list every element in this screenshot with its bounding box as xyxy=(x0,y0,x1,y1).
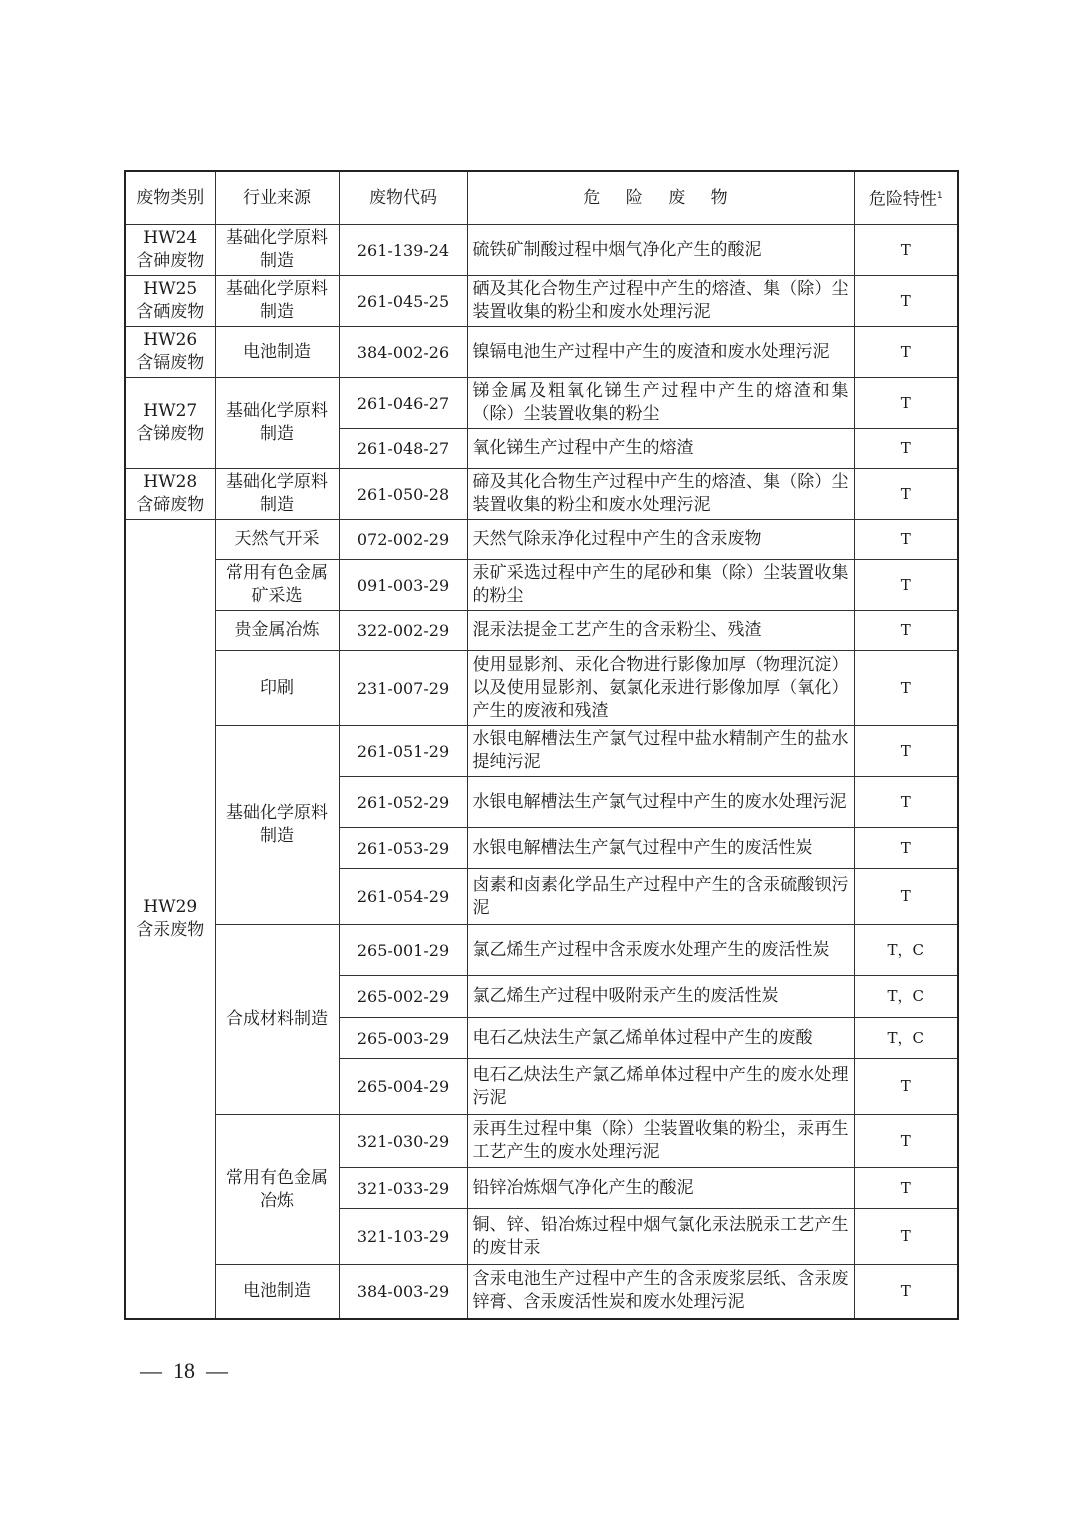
code-cell: 072-002-29 xyxy=(339,520,467,560)
characteristic-cell: T xyxy=(854,651,958,726)
characteristic-cell: T，C xyxy=(854,976,958,1018)
industry-cell: 合成材料制造 xyxy=(215,925,339,1115)
description-cell: 使用显影剂、汞化合物进行影像加厚（物理沉淀）以及使用显影剂、氨氯化汞进行影像加厚（氧化）产生的废液和残渣 xyxy=(467,651,854,726)
description-cell: 氯乙烯生产过程中吸附汞产生的废活性炭 xyxy=(467,976,854,1018)
code-cell: 231-007-29 xyxy=(339,651,467,726)
industry-cell: 电池制造 xyxy=(215,327,339,378)
code-cell: 384-002-26 xyxy=(339,327,467,378)
code-cell: 261-054-29 xyxy=(339,869,467,925)
description-cell: 含汞电池生产过程中产生的含汞废浆层纸、含汞废锌膏、含汞废活性炭和废水处理污泥 xyxy=(467,1265,854,1319)
table-row xyxy=(125,225,958,276)
description-cell: 电石乙炔法生产氯乙烯单体过程中产生的废酸 xyxy=(467,1018,854,1059)
characteristic-cell: T xyxy=(854,726,958,777)
code-cell: 321-033-29 xyxy=(339,1168,467,1209)
characteristic-cell: T xyxy=(854,276,958,327)
code-cell: 261-051-29 xyxy=(339,726,467,777)
description-cell: 水银电解槽法生产氯气过程中产生的废水处理污泥 xyxy=(467,777,854,828)
description-cell: 卤素和卤素化学品生产过程中产生的含汞硫酸钡污泥 xyxy=(467,869,854,925)
description-cell: 硒及其化合物生产过程中产生的熔渣、集（除）尘装置收集的粉尘和废水处理污泥 xyxy=(467,276,854,327)
characteristic-cell: T xyxy=(854,560,958,611)
header-characteristic: 危险特性$^1$ xyxy=(854,171,958,225)
code-cell: 384-003-29 xyxy=(339,1265,467,1319)
industry-cell: 贵金属冶炼 xyxy=(215,611,339,651)
header-category: 废物类别 xyxy=(125,171,215,225)
characteristic-cell: T xyxy=(854,1265,958,1319)
characteristic-cell: T xyxy=(854,429,958,469)
characteristic-cell: T xyxy=(854,520,958,560)
header-industry: 行业来源 xyxy=(215,171,339,225)
industry-cell: 基础化学原料 制造 xyxy=(215,469,339,520)
characteristic-cell: T xyxy=(854,225,958,276)
category-cell: HW29 含汞废物 xyxy=(125,520,215,1319)
characteristic-cell: T xyxy=(854,1059,958,1115)
code-cell: 265-003-29 xyxy=(339,1018,467,1059)
industry-cell: 印刷 xyxy=(215,651,339,726)
page-number: 18 xyxy=(173,1358,195,1383)
characteristic-cell: T xyxy=(854,869,958,925)
description-cell: 铜、锌、铅冶炼过程中烟气氯化汞法脱汞工艺产生的废甘汞 xyxy=(467,1209,854,1265)
table-row xyxy=(125,327,958,378)
page-footer xyxy=(140,1358,228,1384)
code-cell: 265-001-29 xyxy=(339,925,467,976)
code-cell: 265-002-29 xyxy=(339,976,467,1018)
table-row xyxy=(125,1115,958,1168)
industry-cell: 常用有色金属 矿采选 xyxy=(215,560,339,611)
footer-dash-right: — xyxy=(206,1358,228,1383)
industry-cell: 基础化学原料 制造 xyxy=(215,726,339,925)
code-cell: 091-003-29 xyxy=(339,560,467,611)
code-cell: 321-030-29 xyxy=(339,1115,467,1168)
category-cell: HW26 含镉废物 xyxy=(125,327,215,378)
industry-cell: 天然气开采 xyxy=(215,520,339,560)
header-code: 废物代码 xyxy=(339,171,467,225)
characteristic-cell: T，C xyxy=(854,1018,958,1059)
description-cell: 汞矿采选过程中产生的尾砂和集（除）尘装置收集的粉尘 xyxy=(467,560,854,611)
description-cell: 电石乙炔法生产氯乙烯单体过程中产生的废水处理污泥 xyxy=(467,1059,854,1115)
code-cell: 261-053-29 xyxy=(339,828,467,869)
characteristic-cell: T xyxy=(854,828,958,869)
table-row xyxy=(125,520,958,560)
characteristic-cell: T xyxy=(854,469,958,520)
table-row xyxy=(125,1265,958,1319)
description-cell: 汞再生过程中集（除）尘装置收集的粉尘，汞再生工艺产生的废水处理污泥 xyxy=(467,1115,854,1168)
table-row xyxy=(125,276,958,327)
characteristic-cell: T xyxy=(854,327,958,378)
code-cell: 321-103-29 xyxy=(339,1209,467,1265)
category-cell: HW27 含锑废物 xyxy=(125,378,215,469)
footer-dash-left: — xyxy=(140,1358,162,1383)
code-cell: 261-052-29 xyxy=(339,777,467,828)
characteristic-cell: T xyxy=(854,378,958,429)
characteristic-cell: T xyxy=(854,777,958,828)
description-cell: 混汞法提金工艺产生的含汞粉尘、残渣 xyxy=(467,611,854,651)
description-cell: 硫铁矿制酸过程中烟气净化产生的酸泥 xyxy=(467,225,854,276)
description-cell: 水银电解槽法生产氯气过程中产生的废活性炭 xyxy=(467,828,854,869)
table-row xyxy=(125,611,958,651)
code-cell: 261-046-27 xyxy=(339,378,467,429)
table-row xyxy=(125,925,958,976)
footnote-marker: 1 xyxy=(936,190,943,201)
table-row xyxy=(125,469,958,520)
description-cell: 天然气除汞净化过程中产生的含汞废物 xyxy=(467,520,854,560)
characteristic-cell: T xyxy=(854,1168,958,1209)
industry-cell: 常用有色金属 冶炼 xyxy=(215,1115,339,1265)
code-cell: 322-002-29 xyxy=(339,611,467,651)
category-cell: HW25 含硒废物 xyxy=(125,276,215,327)
table-row xyxy=(125,651,958,726)
characteristic-cell: T xyxy=(854,1115,958,1168)
hazardous-waste-table xyxy=(124,170,959,1320)
characteristic-cell: T，C xyxy=(854,925,958,976)
characteristic-cell: T xyxy=(854,1209,958,1265)
description-cell: 氯乙烯生产过程中含汞废水处理产生的废活性炭 xyxy=(467,925,854,976)
description-cell: 氧化锑生产过程中产生的熔渣 xyxy=(467,429,854,469)
code-cell: 261-139-24 xyxy=(339,225,467,276)
description-cell: 碲及其化合物生产过程中产生的熔渣、集（除）尘装置收集的粉尘和废水处理污泥 xyxy=(467,469,854,520)
category-cell: HW24 含砷废物 xyxy=(125,225,215,276)
description-cell: 水银电解槽法生产氯气过程中盐水精制产生的盐水提纯污泥 xyxy=(467,726,854,777)
code-cell: 261-050-28 xyxy=(339,469,467,520)
category-cell: HW28 含碲废物 xyxy=(125,469,215,520)
table-row xyxy=(125,378,958,429)
description-cell: 锑金属及粗氧化锑生产过程中产生的熔渣和集（除）尘装置收集的粉尘 xyxy=(467,378,854,429)
industry-cell: 基础化学原料 制造 xyxy=(215,225,339,276)
industry-cell: 基础化学原料 制造 xyxy=(215,276,339,327)
header-waste: 危 险 废 物 xyxy=(467,171,854,225)
description-cell: 镍镉电池生产过程中产生的废渣和废水处理污泥 xyxy=(467,327,854,378)
table-row xyxy=(125,726,958,777)
table-row xyxy=(125,560,958,611)
industry-cell: 基础化学原料 制造 xyxy=(215,378,339,469)
code-cell: 265-004-29 xyxy=(339,1059,467,1115)
code-cell: 261-048-27 xyxy=(339,429,467,469)
description-cell: 铅锌冶炼烟气净化产生的酸泥 xyxy=(467,1168,854,1209)
code-cell: 261-045-25 xyxy=(339,276,467,327)
characteristic-cell: T xyxy=(854,611,958,651)
industry-cell: 电池制造 xyxy=(215,1265,339,1319)
table-header-row xyxy=(125,171,958,225)
